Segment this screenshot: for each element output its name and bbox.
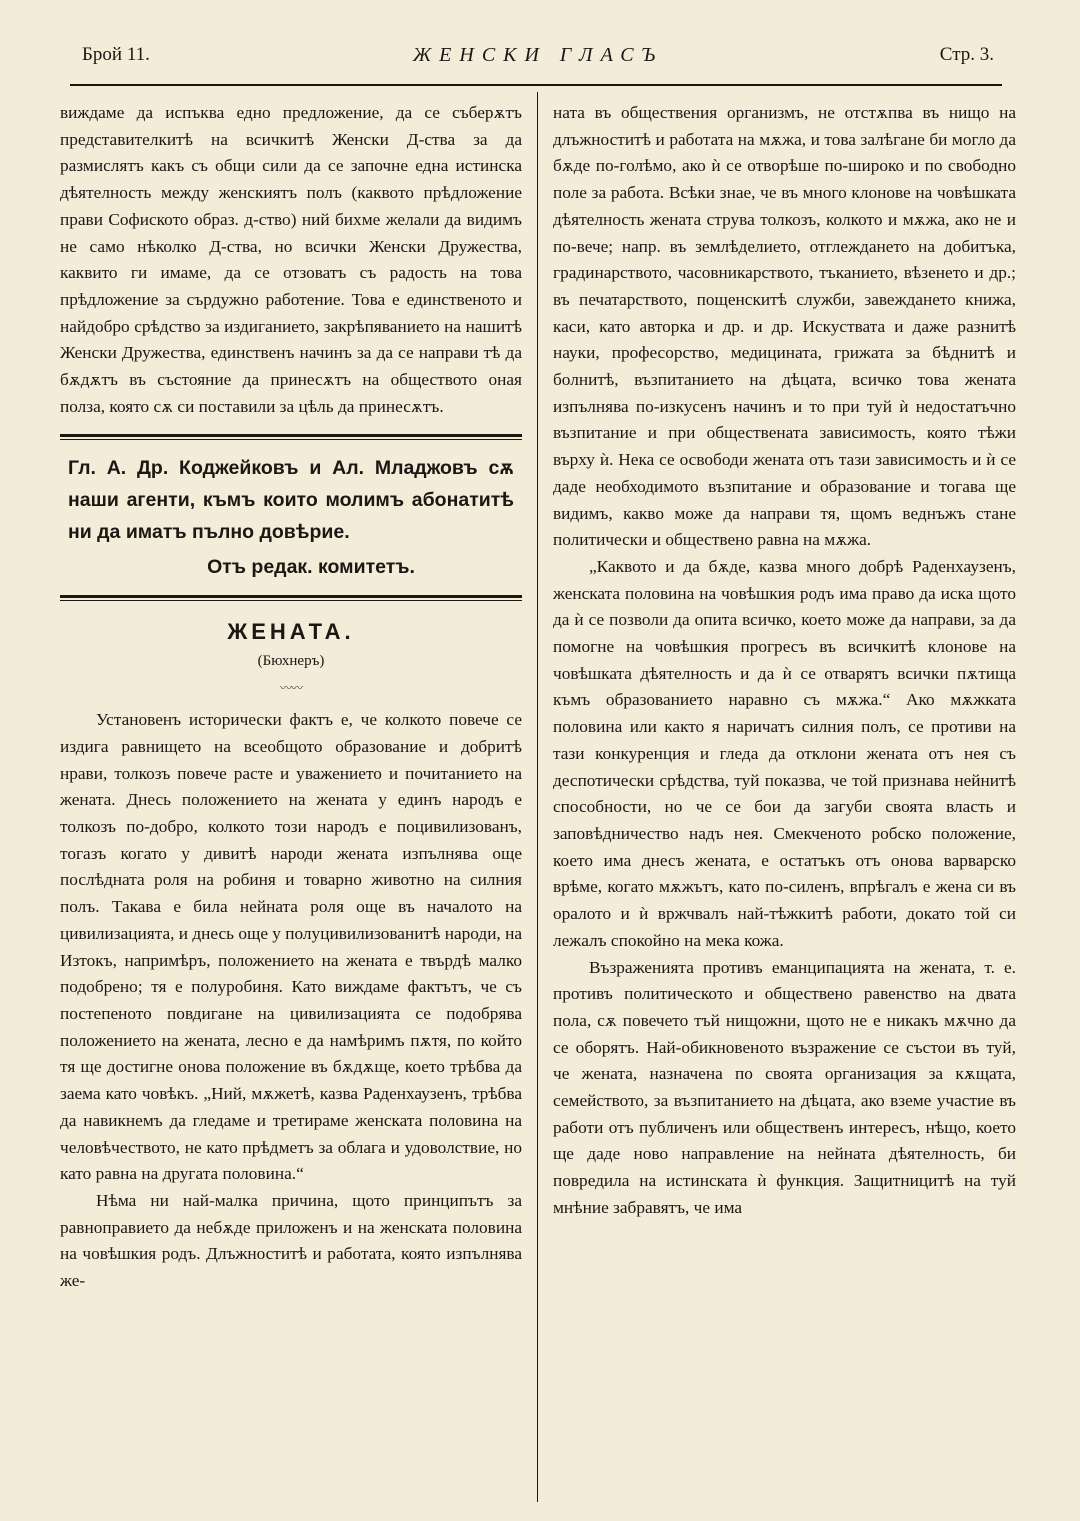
notice-signature: Отъ редак. комитетъ. <box>207 556 415 579</box>
article-title: ЖЕНАТА. <box>227 619 355 645</box>
newspaper-title: ЖЕНСКИ ГЛАСЪ <box>412 44 664 66</box>
section-rule-bottom <box>60 595 522 601</box>
right-column <box>553 100 1016 1222</box>
agents-notice: Гл. А. Др. Коджейковъ и Ал. Младжовъ сѫ наши агенти, къмъ които молимъ абонатитѣ ни да иматъ пълно довѣрие. <box>68 457 514 544</box>
continued-text: виждаме да испъква едно предложение, да се съберѫтъ представителкитѣ на всичкитѣ Женски Д-ства за да размислятъ какъ съ общи сили да се започне една истинска дѣятелность между женскиятъ полъ (каквото прѣдложение прави Софиското образ. д-ство) ний бихме желали да видимъ не само нѣколко Д-ства, но всички Женски Дружества, каквито ги имаме, да се отзоватъ съ радость на това прѣдложение за сърдужно работение. Това е единственото и найдобро срѣдство за издиганието, закрѣпяванието на нашитѣ Женски Дружества, единственъ начинъ за да се направи тѣ да бѫдѫтъ въ състояние да принесѫтъ на обществото оная полза, която сѫ си поставили за цѣль да принесѫтъ. <box>60 103 522 416</box>
article-paragraph: Възраженията противъ еманципацията на жената, т. е. противъ политическото и обществено равенство на двата пола, сѫ повечето тъй нищожни, щото не е никакъ мѫчно да се оборятъ. Най-обикновеното възражение се състои въ туй, че жената, назначена по своята организация за кѫщата, семейството, за възпитанието на дѣцата, ако вземе участие въ работи отъ публиченъ или общественъ интересъ, нѣщо, което ще даде ново направление на нейната дѣятелность, би повредила на истинската ѝ функция. Защитницитѣ на туй мнѣние забравятъ, че има <box>553 957 1016 1217</box>
issue-number: Брой 11. <box>82 44 150 65</box>
article-paragraph: Установенъ исторически фактъ е, че колкото повече се издига равнището на всеобщото образование и добритѣ нрави, толкозъ повече расте и уважението и почитанието на жената. Днесь положението на жената у единъ народъ е толкозъ по-добро, колкото този народъ е поцивилизованъ, тогазъ когато у дивитѣ народи жената изпълнява още послѣдната роля на робиня и товарно животно на силния полъ. Такава е била нейната роля още въ началото на цивилизацията, и днесь още у полуцивилизованитѣ народи, на Изтокъ, напримѣръ, положението на жената е твърдѣ малко подобрено; тя е полуробиня. Като виждаме фактътъ, че съ постепеното повдигане на цивилизацията се подобрява положението на жената, лесно е да намѣримъ пѫтя, по който тя ще достигне онова положение въ бѫдѫще, което трѣбва да заема като човѣкъ. „Ний, мѫжетѣ, казва Раденхаузенъ, трѣбва да навикнемъ да гледаме и третираме женската половина на человѣчеството, не като прѣдметъ за облага и удоволствие, но като равна на другата половина.“ <box>60 710 522 1184</box>
header-rule <box>70 84 1002 86</box>
article-paragraph: „Каквото и да бѫде, казва много добрѣ Раденхаузенъ, женската половина на човѣшкия родъ има право да иска щото да ѝ се позволи да опита всичко, което може да направи, за да помогне на човѣшкия прогресъ въ всичкитѣ клонове на човѣшката дѣятелность и да ѝ се отварятъ всички пѫтища къмъ образованието наравно съ мѫжа.“ Ако мѫжката половина или както я наричатъ силния полъ, се противи на тази конкуренция и гледа да отклони жената отъ нея съ деспотически срѣдства, туй показва, че той признава нейнитѣ способности, но че се бои да загуби своята власть и заповѣдничество надъ нея. Смекченото робско положение, което има днесъ жената, е остатъкъ отъ онова варварско врѣме, когато мѫжътъ, като по-силенъ, впрѣгалъ е жена си въ оралото и ѝ вржчвалъ най-тѣжкитѣ работи, докато той си лежалъ спокойно на мека кожа. <box>553 556 1016 950</box>
article-paragraph: Нѣма ни най-малка причина, щото принципътъ за равноправието да небѫде приложенъ и на женската половина на човѣшкия родъ. Длъжноститѣ и работата, която изпълнява же- <box>60 1190 522 1291</box>
section-rule-top <box>60 434 522 440</box>
article-author: (Бюхнеръ) <box>257 652 325 669</box>
page-number: Стр. 3. <box>939 44 994 65</box>
article-paragraph: ната въ обществения организмъ, не отстѫпва въ нищо на длъжноститѣ и работата на мѫжа, и това залѣгане би могло да бѫде по-голѣмо, ако ѝ се отворѣше по-широко и по свободно поле за работа. Всѣки знае, че въ много клонове на човѣшката дѣятелность жената струва толкозъ, колкото и мѫжа, ако не и по-вече; напр. въ землѣделието, отглеждането на добитъка, градинарството, часовникарството, тъканието, вѣзенето и др.; въ печатарството, пощенскитѣ служби, завеждането книжа, каси, като авторка и др. и др. Искуствата и даже разнитѣ науки, професорство, медицината, грижата за бѣднитѣ и болнитѣ, възпитанието на дѣцата, всичко това жената изпълнява по-изкусенъ начинъ и то при туй ѝ недостатъчно възпитание и при обществената зависимость, която тѣжи върху ѝ. Нека се освободи жената отъ тази зависимость и ѝ се даде необходимото възпитание и образование и тогава ще видимъ, какво може да направи тя, щомъ веднъжъ стане политически и обществено равна на мѫжа. <box>553 103 1016 550</box>
left-column <box>60 100 522 1295</box>
column-divider <box>537 92 538 1502</box>
ornament-divider: 〰〰 <box>279 680 302 695</box>
page-header <box>82 44 994 80</box>
